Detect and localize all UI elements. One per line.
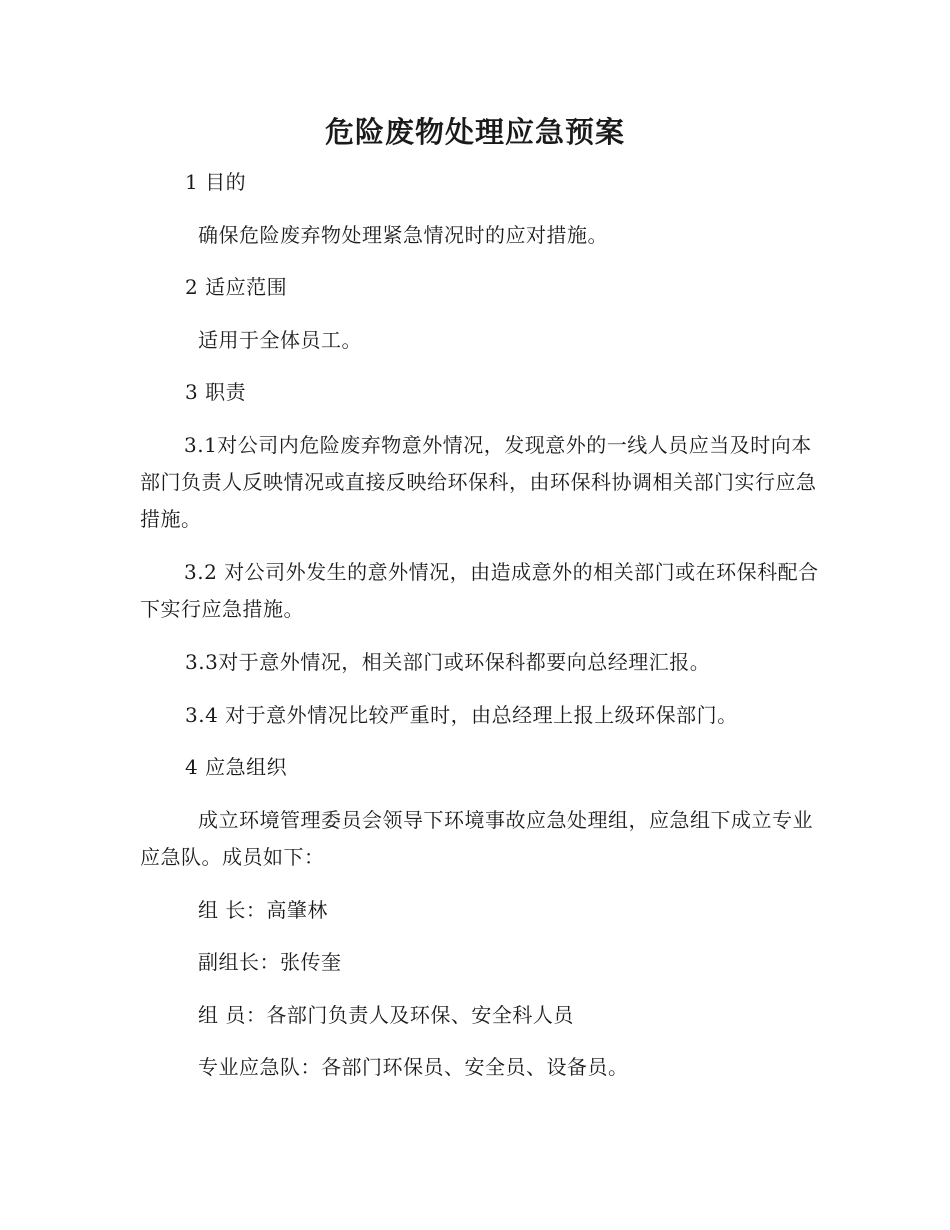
- organization-text: 成立环境管理委员会领导下环境事故应急处理组，应急组下成立专业应急队。成员如下：: [140, 808, 813, 869]
- scope-text: 适用于全体员工。: [198, 328, 362, 352]
- member-team-members: 组 员：各部门负责人及环保、安全科人员: [198, 1003, 574, 1027]
- section-heading-organization: 4 应急组织: [185, 755, 288, 779]
- member-deputy-leader: 副组长：张传奎: [198, 950, 342, 974]
- member-leader: 组 长：高肇林: [198, 898, 328, 922]
- section-heading-purpose: 1 目的: [185, 170, 247, 194]
- duty-item-3-1: 3.1对公司内危险废弃物意外情况，发现意外的一线人员应当及时向本部门负责人反映情况或直接反映给环保科，由环保科协调相关部门实行应急措施。: [140, 433, 817, 531]
- purpose-text: 确保危险废弃物处理紧急情况时的应对措施。: [198, 223, 608, 247]
- member-emergency-team: 专业应急队：各部门环保员、安全员、设备员。: [198, 1055, 629, 1079]
- section-heading-scope: 2 适应范围: [185, 275, 288, 299]
- duty-item-3-2: 3.2 对公司外发生的意外情况，由造成意外的相关部门或在环保科配合下实行应急措施。: [140, 560, 819, 621]
- duty-item-3-3: 3.3对于意外情况，相关部门或环保科都要向总经理汇报。: [185, 650, 711, 674]
- section-heading-duties: 3 职责: [185, 380, 247, 404]
- duty-item-3-4: 3.4 对于意外情况比较严重时，由总经理上报上级环保部门。: [185, 703, 738, 727]
- document-title: 危险废物处理应急预案: [324, 115, 625, 149]
